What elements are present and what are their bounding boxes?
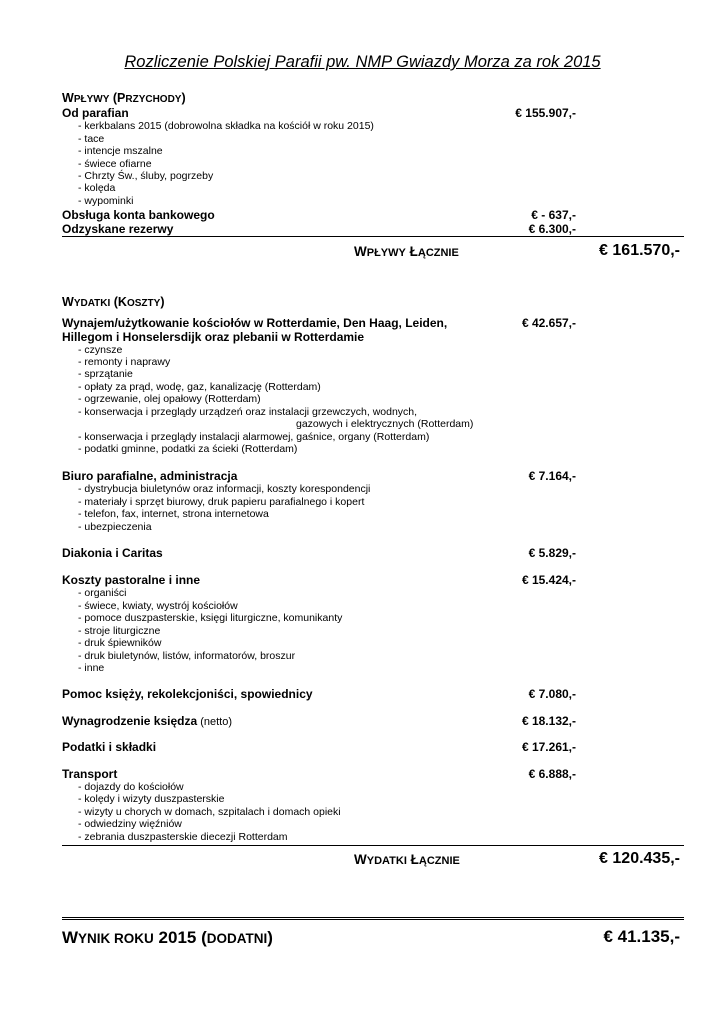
income-item: - tace [78, 133, 105, 145]
expense-item: - ogrzewanie, olej opałowy (Rotterdam) [78, 393, 261, 405]
expense-category-label: Biuro parafialne, administracja [62, 469, 238, 483]
income-item: - Chrzty Św., śluby, pogrzeby [78, 170, 214, 182]
expense-category-amount: € 17.261,- [521, 740, 576, 754]
expense-item: - ubezpieczenia [78, 521, 152, 533]
income-item: - wypominki [78, 195, 134, 207]
income-item: - świece ofiarne [78, 158, 152, 170]
expense-category-label: Hillegom i Honselersdijk oraz plebanii w Rotterdamie [62, 330, 365, 344]
income-item: - kolęda [78, 182, 116, 194]
income-category-label: Od parafian [62, 106, 129, 120]
expense-category-amount: € 15.424,- [521, 573, 576, 587]
page-title: Rozliczenie Polskiej Parafii pw. NMP Gwiazdy Morza za rok 2015 [124, 53, 601, 71]
expenses-total-part: Ł [406, 852, 419, 867]
expenses-heading [62, 295, 164, 309]
expense-item: gazowych i elektrycznych (Rotterdam) [296, 418, 474, 430]
expense-category-label: Diakonia i Caritas [62, 546, 163, 560]
result-part: DODATNI [206, 931, 268, 946]
expense-item: - opłaty za prąd, wodę, gaz, kanalizację (Rotterdam) [78, 381, 321, 393]
income-total-part: Ł [405, 244, 418, 259]
expense-category-label [62, 714, 232, 728]
result-amount: € 41.135,- [603, 927, 680, 946]
expense-item: - sprzątanie [78, 368, 133, 380]
result-part: ) [267, 928, 273, 947]
expenses-total-part: YDATKI [366, 855, 407, 867]
income-category-amount: € - 637,- [531, 208, 576, 222]
income-category-amount: € 6.300,- [528, 222, 576, 236]
expense-item: - dojazdy do kościołów [78, 781, 184, 793]
income-total-amount: € 161.570,- [599, 242, 680, 259]
income-category-label: Odzyskane rezerwy [62, 222, 174, 236]
income-heading-part: W [62, 91, 74, 105]
expenses-heading-part: ) [160, 295, 165, 309]
expenses-total-amount: € 120.435,- [599, 850, 680, 867]
result-label [62, 928, 273, 948]
expense-item: - odwiedziny więźniów [78, 818, 182, 830]
income-item: - intencje mszalne [78, 145, 163, 157]
expenses-heading-part: OSZTY [126, 298, 161, 309]
expense-item: - wizyty u chorych w domach, szpitalach i domach opieki [78, 806, 341, 818]
result-part: W [62, 928, 79, 947]
expense-item: - inne [78, 662, 105, 674]
expense-item: - druk śpiewników [78, 637, 162, 649]
expense-category-amount: € 18.132,- [521, 714, 576, 728]
income-total-part: ĄCZNIE [417, 247, 459, 259]
expenses-heading-part: W [62, 295, 74, 309]
expense-item: - druk biuletynów, listów, informatorów, broszur [78, 650, 296, 662]
income-total-label [354, 244, 459, 259]
expenses-total-label [354, 852, 460, 867]
expense-category-label: Wynajem/użytkowanie kościołów w Rotterdamie, Den Haag, Leiden, [62, 316, 448, 330]
income-heading-part: ) [181, 91, 186, 105]
income-total-part: W [354, 244, 367, 259]
expense-category-label: Podatki i składki [62, 740, 157, 754]
expense-item: - świece, kwiaty, wystrój kościołów [78, 600, 238, 612]
expense-item: - zebrania duszpasterskie diecezji Rotterdam [78, 831, 288, 843]
income-heading-part: PŁYWY [73, 94, 110, 105]
income-item: - kerkbalans 2015 (dobrowolna składka na kościół w roku 2015) [78, 120, 374, 132]
result-part: 2015 ( [153, 928, 207, 947]
expense-category-label-text: Wynagrodzenie księdza [62, 714, 198, 728]
expense-category-note: (netto) [197, 716, 233, 728]
divider [62, 236, 684, 237]
expense-item: - organiści [78, 587, 127, 599]
expense-item: - konserwacja i przeglądy instalacji alarmowej, gaśnice, organy (Rotterdam) [78, 431, 430, 443]
expense-category-amount: € 7.164,- [528, 469, 576, 483]
income-category-amount: € 155.907,- [515, 106, 576, 120]
income-heading-part: RZYCHODY [125, 94, 182, 105]
expense-item: - stroje liturgiczne [78, 625, 161, 637]
expense-item: - kolędy i wizyty duszpasterskie [78, 793, 225, 805]
expense-category-label: Pomoc księży, rekolekcjoniści, spowiednicy [62, 687, 313, 701]
expense-item: - dystrybucja biuletynów oraz informacji, koszty korespondencji [78, 483, 371, 495]
divider [62, 919, 684, 920]
expense-category-amount: € 42.657,- [521, 316, 576, 330]
expense-category-label: Transport [62, 767, 118, 781]
expense-category-amount: € 6.888,- [528, 767, 576, 781]
divider [62, 845, 684, 846]
expense-category-amount: € 7.080,- [528, 687, 576, 701]
expenses-total-part: ĄCZNIE [418, 855, 460, 867]
expense-item: - konserwacja i przeglądy urządzeń oraz instalacji grzewczych, wodnych, [78, 406, 418, 418]
expense-item: - czynsze [78, 344, 123, 356]
income-heading [62, 91, 186, 105]
expense-category-label: Koszty pastoralne i inne [62, 573, 201, 587]
expenses-total-part: W [354, 852, 367, 867]
income-heading-part: (P [109, 91, 126, 105]
expenses-heading-part: YDATKI [73, 298, 111, 309]
expense-item: - pomoce duszpasterskie, księgi liturgiczne, komunikanty [78, 612, 343, 624]
expenses-heading-part: (K [110, 295, 127, 309]
expense-item: - podatki gminne, podatki za ścieki (Rotterdam) [78, 443, 298, 455]
income-total-part: PŁYWY [366, 247, 406, 259]
income-category-label: Obsługa konta bankowego [62, 208, 215, 222]
expense-category-amount: € 5.829,- [528, 546, 576, 560]
result-part: YNIK ROKU [78, 931, 154, 946]
expense-item: - materiały i sprzęt biurowy, druk papieru parafialnego i kopert [78, 496, 365, 508]
expense-item: - telefon, fax, internet, strona internetowa [78, 508, 269, 520]
divider [62, 917, 684, 918]
expense-item: - remonty i naprawy [78, 356, 171, 368]
